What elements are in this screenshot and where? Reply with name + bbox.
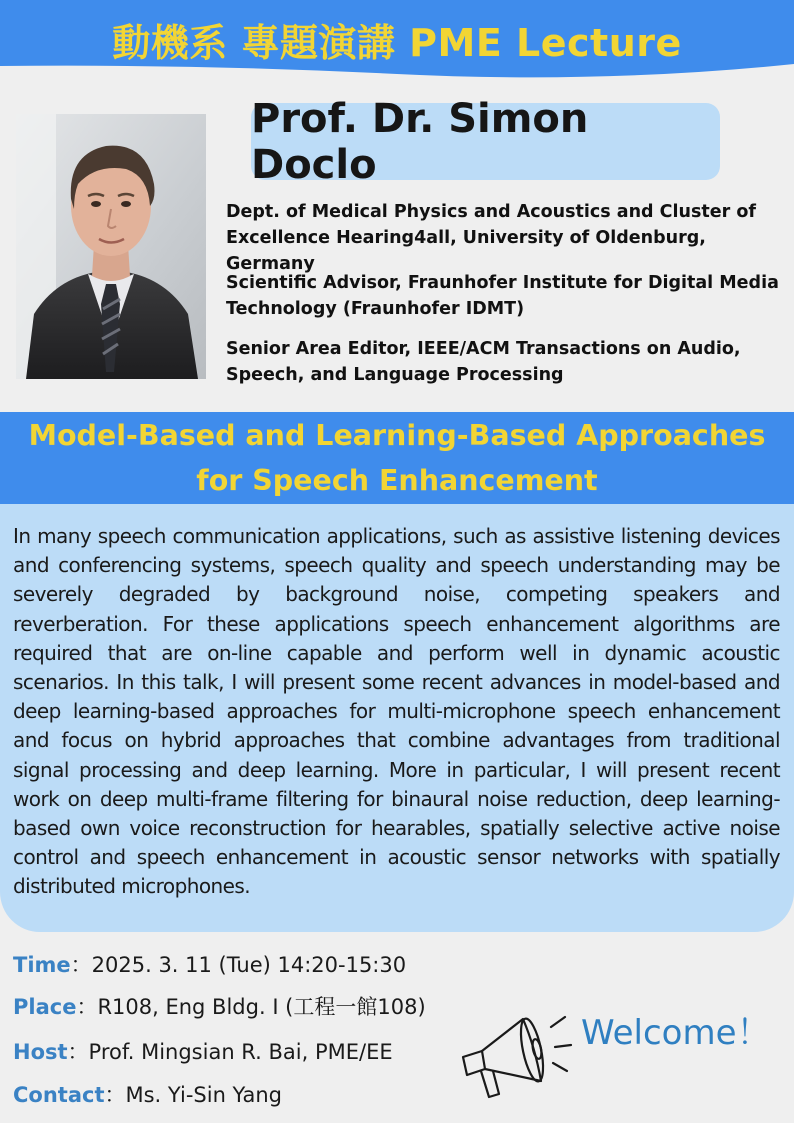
abstract-text: In many speech communication applications, such as assistive listening devices and conferencing systems, speech quality and speech understanding may be severely degraded by background noise, competing speakers and reverberation. For these applications speech enhancement algorithms are required that are on-line capable and perform well in dynamic acoustic scenarios. In this talk, I will present some recent advances in model-based and deep learning-based approaches for multi-microphone speech enhancement and focus on hybrid approaches that combine advantages from traditional signal processing and deep learning. More in particular, I will present recent work on deep multi-frame filtering for binaural noise reduction, deep learning-based own voice reconstruction for hearables, spatially selective active noise control and speech enhancement in acoustic sensor networks with spatially distributed microphones. bbox=[13, 524, 780, 899]
time-row bbox=[13, 949, 406, 979]
time-value: ：2025. 3. 11 (Tue) 14:20-15:30 bbox=[70, 953, 407, 977]
talk-title: Model-Based and Learning-Based Approaches for Speech Enhancement bbox=[28, 419, 766, 497]
page-title: 動機系 專題演講 PME Lecture bbox=[112, 21, 682, 65]
contact-label: Contact bbox=[13, 1083, 105, 1107]
talk-title-band bbox=[0, 412, 794, 504]
host-row bbox=[13, 1036, 393, 1066]
speaker-name: Prof. Dr. Simon Doclo bbox=[251, 95, 589, 188]
time-label: Time bbox=[13, 953, 71, 977]
speaker-photo bbox=[16, 114, 206, 379]
place-value: ：R108, Eng Bldg. I (工程一館108) bbox=[76, 995, 426, 1019]
place-label: Place bbox=[13, 995, 77, 1019]
welcome-text: Welcome！ bbox=[581, 1013, 771, 1053]
contact-row bbox=[13, 1079, 282, 1109]
megaphone-icon bbox=[455, 1005, 575, 1105]
speaker-name-box bbox=[251, 95, 720, 188]
host-label: Host bbox=[13, 1040, 68, 1064]
place-row bbox=[13, 991, 426, 1021]
affiliation-3: Senior Area Editor, IEEE/ACM Transactions on Audio, Speech, and Language Processing bbox=[226, 339, 741, 385]
affiliation-2: Scientific Advisor, Fraunhofer Institute for Digital Media Technology (Fraunhofer IDMT) bbox=[226, 273, 779, 319]
host-value: ：Prof. Mingsian R. Bai, PME/EE bbox=[67, 1040, 393, 1064]
affiliation-1: Dept. of Medical Physics and Acoustics and Cluster of Excellence Hearing4all, University of Oldenburg, Germany bbox=[226, 202, 756, 274]
contact-value: ：Ms. Yi-Sin Yang bbox=[104, 1083, 282, 1107]
